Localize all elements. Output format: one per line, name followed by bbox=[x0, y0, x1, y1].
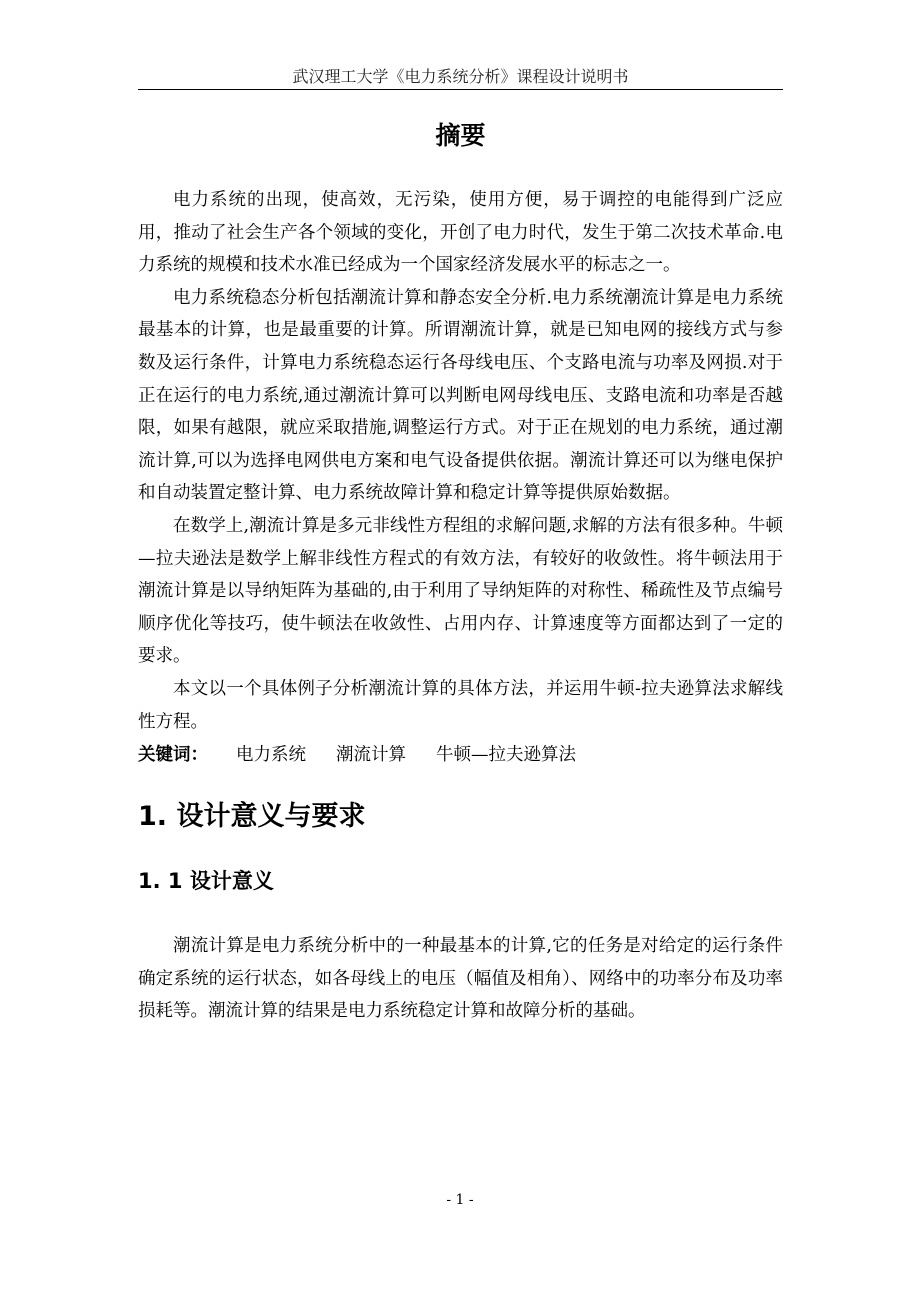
keyword: 潮流计算 bbox=[336, 745, 406, 766]
keywords-label: 关键词： bbox=[138, 745, 208, 766]
abstract-paragraph-4: 本文以一个具体例子分析潮流计算的具体方法，并运用牛顿-拉夫逊算法求解线性方程。 bbox=[138, 678, 783, 732]
page-number: - 1 - bbox=[446, 1192, 474, 1208]
abstract-title: 摘要 bbox=[435, 121, 486, 150]
abstract-paragraph-3: 在数学上,潮流计算是多元非线性方程组的求解问题,求解的方法有很多种。牛顿—拉夫逊法是数学上解非线性方程式的有效方法，有较好的收敛性。将牛顿法用于潮流计算是以导纳矩阵为基础的,由于利用了导纳矩阵的对称性、稀疏性及节点编号顺序优化等技巧，使牛顿法在收敛性、占用内存、计算速度等方面都达到了一定的要求。 bbox=[138, 515, 783, 667]
subsection-heading: 1. 1 设计意义 bbox=[138, 869, 274, 894]
page-content bbox=[138, 114, 783, 1028]
header-rule bbox=[138, 89, 783, 90]
keyword: 牛顿—拉夫逊算法 bbox=[436, 745, 576, 766]
running-header: 武汉理工大学《电力系统分析》课程设计说明书 bbox=[292, 67, 629, 86]
abstract-paragraph-1: 电力系统的出现，使高效，无污染，使用方便，易于调控的电能得到广泛应用，推动了社会生产各个领域的变化，开创了电力时代，发生于第二次技术革命.电力系统的规模和技术水准已经成为一个国家经济发展水平的标志之一。 bbox=[138, 190, 783, 276]
section-heading: 1. 设计意义与要求 bbox=[138, 801, 366, 833]
abstract-paragraph-2: 电力系统稳态分析包括潮流计算和静态安全分析.电力系统潮流计算是电力系统最基本的计算，也是最重要的计算。所谓潮流计算，就是已知电网的接线方式与参数及运行条件，计算电力系统稳态运行各母线电压、个支路电流与功率及网损.对于正在运行的电力系统,通过潮流计算可以判断电网母线电压、支路电流和功率是否越限，如果有越限，就应采取措施,调整运行方式。对于正在规划的电力系统，通过潮流计算,可以为选择电网供电方案和电气设备提供依据。潮流计算还可以为继电保护和自动装置定整计算、电力系统故障计算和稳定计算等提供原始数据。 bbox=[138, 287, 783, 504]
keywords-line bbox=[138, 738, 783, 772]
keyword: 电力系统 bbox=[236, 745, 306, 766]
section-paragraph: 潮流计算是电力系统分析中的一种最基本的计算,它的任务是对给定的运行条件确定系统的运行状态，如各母线上的电压（幅值及相角）、网络中的功率分布及功率损耗等。潮流计算的结果是电力系统稳定计算和故障分析的基础。 bbox=[138, 936, 783, 1022]
